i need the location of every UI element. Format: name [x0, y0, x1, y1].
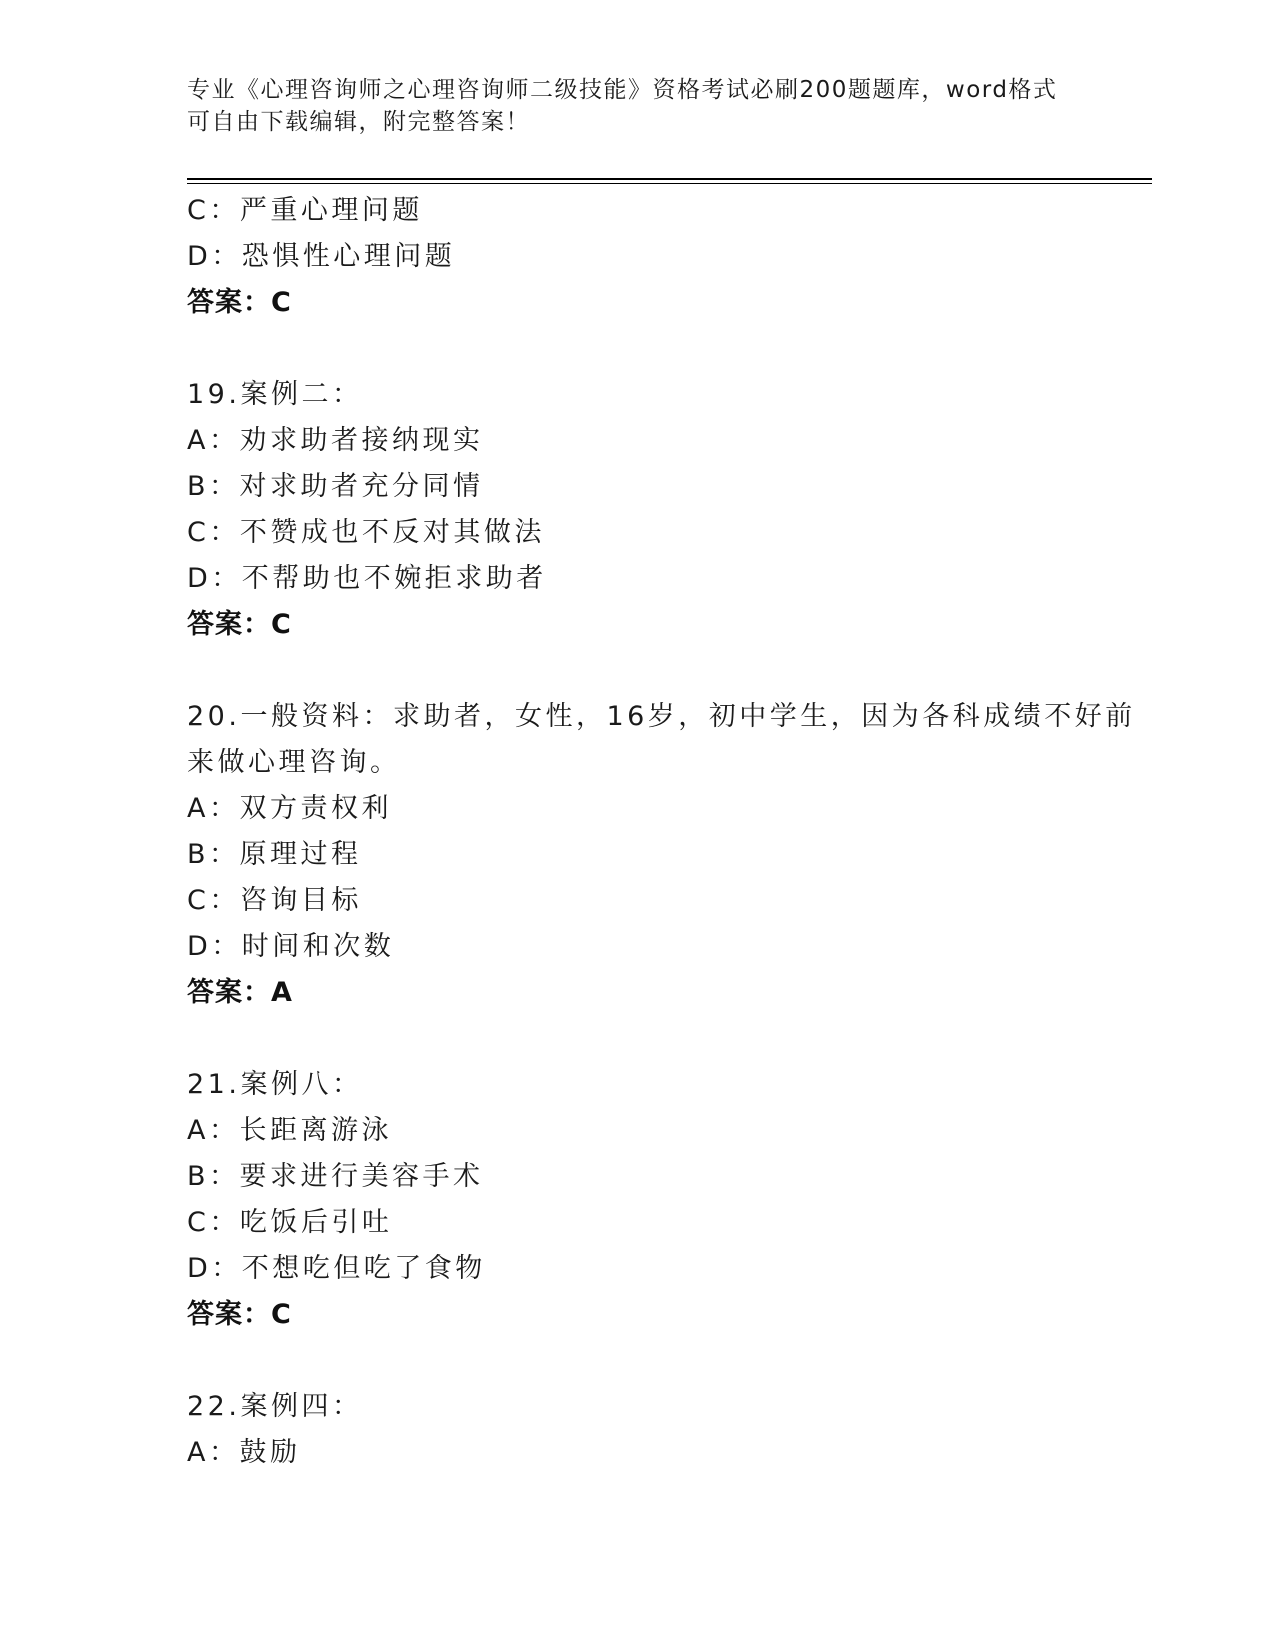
spacer — [187, 1338, 1087, 1384]
question-title-line-1: 20.一般资料：求助者，女性，16岁，初中学生，因为各科成绩不好前 — [187, 701, 1136, 732]
option-b: B：原理过程 — [187, 839, 362, 870]
header-line-2: 可自由下载编辑，附完整答案！ — [187, 109, 530, 135]
option-d: D：不帮助也不婉拒求助者 — [187, 563, 547, 594]
document-header — [187, 74, 1067, 138]
option-d: D：时间和次数 — [187, 931, 395, 962]
question-block-20 — [187, 694, 1136, 1016]
question-title-line-2: 来做心理咨询。 — [187, 747, 401, 778]
option-a: A：双方责权利 — [187, 793, 392, 824]
question-list — [187, 188, 1136, 1476]
answer-line: 答案：C — [187, 1299, 292, 1330]
question-block-prev — [187, 188, 1087, 326]
question-title: 19.案例二： — [187, 379, 363, 410]
answer-line: 答案：A — [187, 977, 293, 1008]
header-divider-bottom — [187, 183, 1152, 184]
option-c: C：咨询目标 — [187, 885, 362, 916]
option-b: B：要求进行美容手术 — [187, 1161, 484, 1192]
spacer — [187, 648, 1087, 694]
spacer — [187, 1016, 1087, 1062]
option-c: C：吃饭后引吐 — [187, 1207, 393, 1238]
option-c: C：严重心理问题 — [187, 195, 423, 226]
header-line-1: 专业《心理咨询师之心理咨询师二级技能》资格考试必刷200题题库，word格式 — [187, 77, 1058, 103]
option-a: A：长距离游泳 — [187, 1115, 392, 1146]
answer-line: 答案：C — [187, 287, 292, 318]
option-a: A：鼓励 — [187, 1437, 301, 1468]
question-title: 22.案例四： — [187, 1391, 363, 1422]
option-d: D：恐惧性心理问题 — [187, 241, 456, 272]
question-title: 21.案例八： — [187, 1069, 363, 1100]
spacer — [187, 326, 1087, 372]
question-block-21 — [187, 1062, 1087, 1338]
header-divider-top — [187, 178, 1152, 180]
option-d: D：不想吃但吃了食物 — [187, 1253, 486, 1284]
option-c: C：不赞成也不反对其做法 — [187, 517, 545, 548]
question-block-22 — [187, 1384, 1087, 1476]
option-a: A：劝求助者接纳现实 — [187, 425, 484, 456]
question-block-19 — [187, 372, 1087, 648]
option-b: B：对求助者充分同情 — [187, 471, 484, 502]
answer-line: 答案：C — [187, 609, 292, 640]
